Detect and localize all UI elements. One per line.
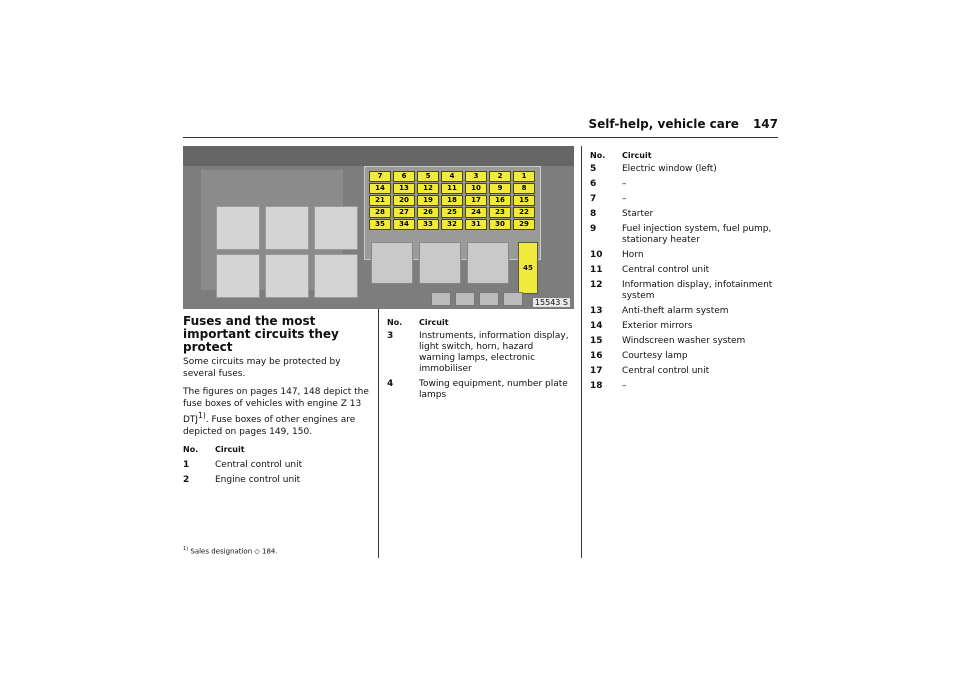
- fuse-28: 28: [369, 207, 391, 218]
- fuse-23: 23: [489, 207, 511, 218]
- fuse-22: 22: [513, 207, 535, 218]
- circuit-text: Horn: [622, 250, 644, 260]
- circuit-text: Central control unit: [622, 265, 710, 275]
- fuse-25: 25: [441, 207, 463, 218]
- circuit-text: Electric window (left): [622, 164, 717, 174]
- connector: [479, 292, 499, 306]
- footnote: [183, 546, 278, 555]
- fuse-19: 19: [417, 195, 439, 206]
- figures-paragraph: [183, 386, 373, 438]
- fuse-31: 31: [465, 219, 487, 230]
- relay-block: [216, 254, 260, 298]
- relay-block: [314, 254, 358, 298]
- circuit-row: [183, 475, 373, 486]
- circuit-row: [590, 280, 780, 302]
- fuse-15: 15: [513, 195, 535, 206]
- connector: [431, 292, 451, 306]
- column-1: [183, 315, 373, 490]
- para-text: The figures on pages 147, 148 depict the fuse boxes of vehicles with engine Z 13 DTJ: [183, 387, 369, 425]
- fuse-14: 14: [369, 183, 391, 194]
- fuse-16: 16: [489, 195, 511, 206]
- circuit-text: –: [622, 194, 627, 204]
- circuit-row: [590, 306, 780, 317]
- fuse-9: 9: [489, 183, 511, 194]
- fuse-32: 32: [441, 219, 463, 230]
- circuit-text: –: [622, 381, 627, 391]
- fuse-18: 18: [441, 195, 463, 206]
- fuse-box-figure: [183, 146, 574, 309]
- no-header: No.: [387, 318, 403, 327]
- fuse-5: 5: [417, 171, 439, 182]
- circuit-row: [590, 194, 780, 205]
- circuit-row: [590, 265, 780, 276]
- fuse-number: 10: [590, 250, 603, 260]
- table-header: [590, 151, 780, 160]
- relay-block: [265, 206, 309, 250]
- circuit-text: Courtesy lamp: [622, 351, 688, 361]
- fuse-number: 7: [590, 194, 597, 204]
- footnote-ref: 1): [198, 411, 206, 420]
- circuit-row: [590, 336, 780, 347]
- circuit-text: Information display, infotainment system: [622, 280, 773, 301]
- circuit-text: –: [622, 179, 627, 189]
- circuit-row: [590, 250, 780, 261]
- circuit-row: [590, 321, 780, 332]
- circuit-text: Towing equipment, number plate lamps: [419, 379, 568, 400]
- table-header: [183, 444, 373, 456]
- circuit-row: [590, 351, 780, 362]
- fuse-29: 29: [513, 219, 535, 230]
- footnote-text: Sales designation: [190, 547, 253, 556]
- circuit-text: Exterior mirrors: [622, 321, 693, 331]
- circuit-row: [590, 179, 780, 190]
- circuit-header: Circuit: [622, 151, 652, 160]
- table-header: [387, 318, 572, 327]
- circuit-text: Central control unit: [215, 460, 303, 470]
- circuit-row: [183, 460, 373, 471]
- fuse-17: 17: [465, 195, 487, 206]
- fuse-number: 17: [590, 366, 603, 376]
- fuse-3: 3: [465, 171, 487, 182]
- circuit-text: Windscreen washer system: [622, 336, 746, 346]
- footnote-page: 184.: [262, 547, 278, 556]
- fuse-number: 12: [590, 280, 603, 290]
- relay: [419, 242, 461, 284]
- fuse-number: 4: [387, 379, 394, 389]
- circuit-row: [590, 381, 780, 392]
- fuse-number: 1: [183, 460, 190, 470]
- fuse-4: 4: [441, 171, 463, 182]
- fuse-number: 8: [590, 209, 597, 219]
- connector: [503, 292, 523, 306]
- page-header: [589, 117, 779, 131]
- fuse-45: 45: [518, 242, 538, 294]
- footnote-mark: 1): [183, 546, 189, 552]
- para-text: . Fuse boxes of other engines are depicted on pages 149, 150.: [183, 415, 356, 437]
- circuit-row: [387, 379, 572, 401]
- circuit-text: Anti-theft alarm system: [622, 306, 729, 316]
- fuse-33: 33: [417, 219, 439, 230]
- fuse-number: 6: [590, 179, 597, 189]
- fuse-27: 27: [393, 207, 415, 218]
- fuse-24: 24: [465, 207, 487, 218]
- fuse-7: 7: [369, 171, 391, 182]
- column-divider-2: [581, 146, 582, 558]
- connector: [455, 292, 475, 306]
- fuse-34: 34: [393, 219, 415, 230]
- fuse-number: 2: [183, 475, 190, 485]
- fuse-2: 2: [489, 171, 511, 182]
- relay-block: [216, 206, 260, 250]
- fuse-13: 13: [393, 183, 415, 194]
- fuse-number: 14: [590, 321, 603, 331]
- no-header: No.: [590, 151, 606, 160]
- circuit-text: Fuel injection system, fuel pump, stationary heater: [622, 224, 772, 245]
- relay: [467, 242, 509, 284]
- fuse-10: 10: [465, 183, 487, 194]
- fuse-11: 11: [441, 183, 463, 194]
- fuse-number: 11: [590, 265, 603, 275]
- circuit-text: Starter: [622, 209, 654, 219]
- fuse-number: 3: [387, 331, 394, 341]
- circuit-header: Circuit: [419, 318, 449, 327]
- page-ref-icon: ◇: [254, 547, 260, 556]
- fuse-number: 5: [590, 164, 597, 174]
- column-2: [387, 318, 572, 405]
- page-number: 147: [752, 117, 778, 131]
- fuse-35: 35: [369, 219, 391, 230]
- no-header: No.: [183, 445, 199, 454]
- circuit-header: Circuit: [215, 445, 245, 454]
- circuit-text: Central control unit: [622, 366, 710, 376]
- fuse-number: 9: [590, 224, 597, 234]
- figure-top-band: [183, 146, 574, 166]
- column-3: [590, 151, 780, 396]
- fuse-number: 16: [590, 351, 603, 361]
- circuit-row: [590, 224, 780, 246]
- circuit-text: Engine control unit: [215, 475, 301, 485]
- relay: [371, 242, 413, 284]
- fuse-20: 20: [393, 195, 415, 206]
- section-heading: Fuses and the most important circuits they protect: [183, 314, 339, 354]
- circuit-row: [590, 366, 780, 377]
- circuit-row: [387, 331, 572, 375]
- fuse-number: 18: [590, 381, 603, 391]
- fuse-number: 15: [590, 336, 603, 346]
- relay-block: [314, 206, 358, 250]
- fuse-12: 12: [417, 183, 439, 194]
- fuse-26: 26: [417, 207, 439, 218]
- circuit-row: [590, 209, 780, 220]
- circuit-text: Instruments, information display, light switch, horn, hazard warning lamps, electronic immobiliser: [419, 331, 569, 374]
- relay-block: [265, 254, 309, 298]
- fuse-6: 6: [393, 171, 415, 182]
- header-title: Self-help, vehicle care: [588, 117, 739, 131]
- header-rule: [183, 137, 778, 138]
- fuse-number: 13: [590, 306, 603, 316]
- intro-paragraph: Some circuits may be protected by several fuses.: [183, 357, 341, 379]
- figure-label: 15543 S: [534, 298, 568, 307]
- fuse-21: 21: [369, 195, 391, 206]
- fuse-30: 30: [489, 219, 511, 230]
- fuse-8: 8: [513, 183, 535, 194]
- circuit-row: [590, 164, 780, 175]
- fuse-1: 1: [513, 171, 535, 182]
